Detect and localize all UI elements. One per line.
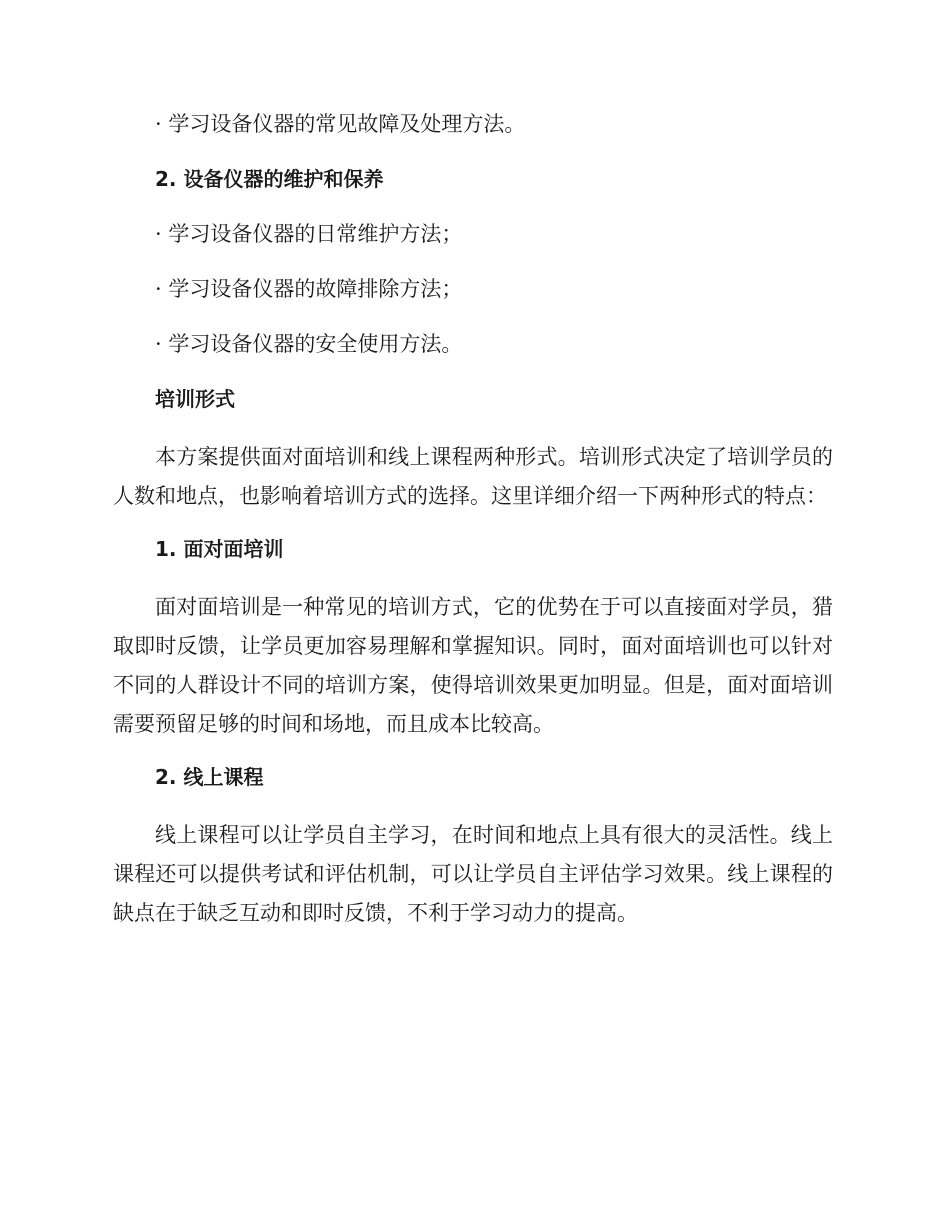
paragraph-format-intro: 本方案提供面对面培训和线上课程两种形式。培训形式决定了培训学员的人数和地点，也影响着培训方式的选择。这里详细介绍一下两种形式的特点： [113, 445, 833, 508]
heading-training-format: 培训形式 [155, 387, 235, 411]
heading-maintenance: 2. 设备仪器的维护和保养 [155, 167, 384, 191]
paragraph-online-course: 线上课程可以让学员自主学习，在时间和地点上具有很大的灵活性。线上课程还可以提供考试和评估机制，可以让学员自主评估学习效果。线上课程的缺点在于缺乏互动和即时反馈，不利于学习动力的提高。 [113, 823, 833, 925]
bullet-common-faults: · 学习设备仪器的常见故障及处理方法。 [155, 112, 526, 136]
heading-face-to-face: 1. 面对面培训 [155, 537, 284, 561]
document-body [113, 108, 833, 950]
bullet-troubleshooting: · 学习设备仪器的故障排除方法； [155, 277, 463, 301]
heading-online-course: 2. 线上课程 [155, 765, 264, 789]
bullet-daily-maintenance: · 学习设备仪器的日常维护方法； [155, 222, 463, 246]
bullet-safe-use: · 学习设备仪器的安全使用方法。 [155, 332, 463, 356]
paragraph-face-to-face: 面对面培训是一种常见的培训方式，它的优势在于可以直接面对学员，猎取即时反馈，让学员更加容易理解和掌握知识。同时，面对面培训也可以针对不同的人群设计不同的培训方案，使得培训效果更加明显。但是，面对面培训需要预留足够的时间和场地，而且成本比较高。 [113, 595, 833, 736]
